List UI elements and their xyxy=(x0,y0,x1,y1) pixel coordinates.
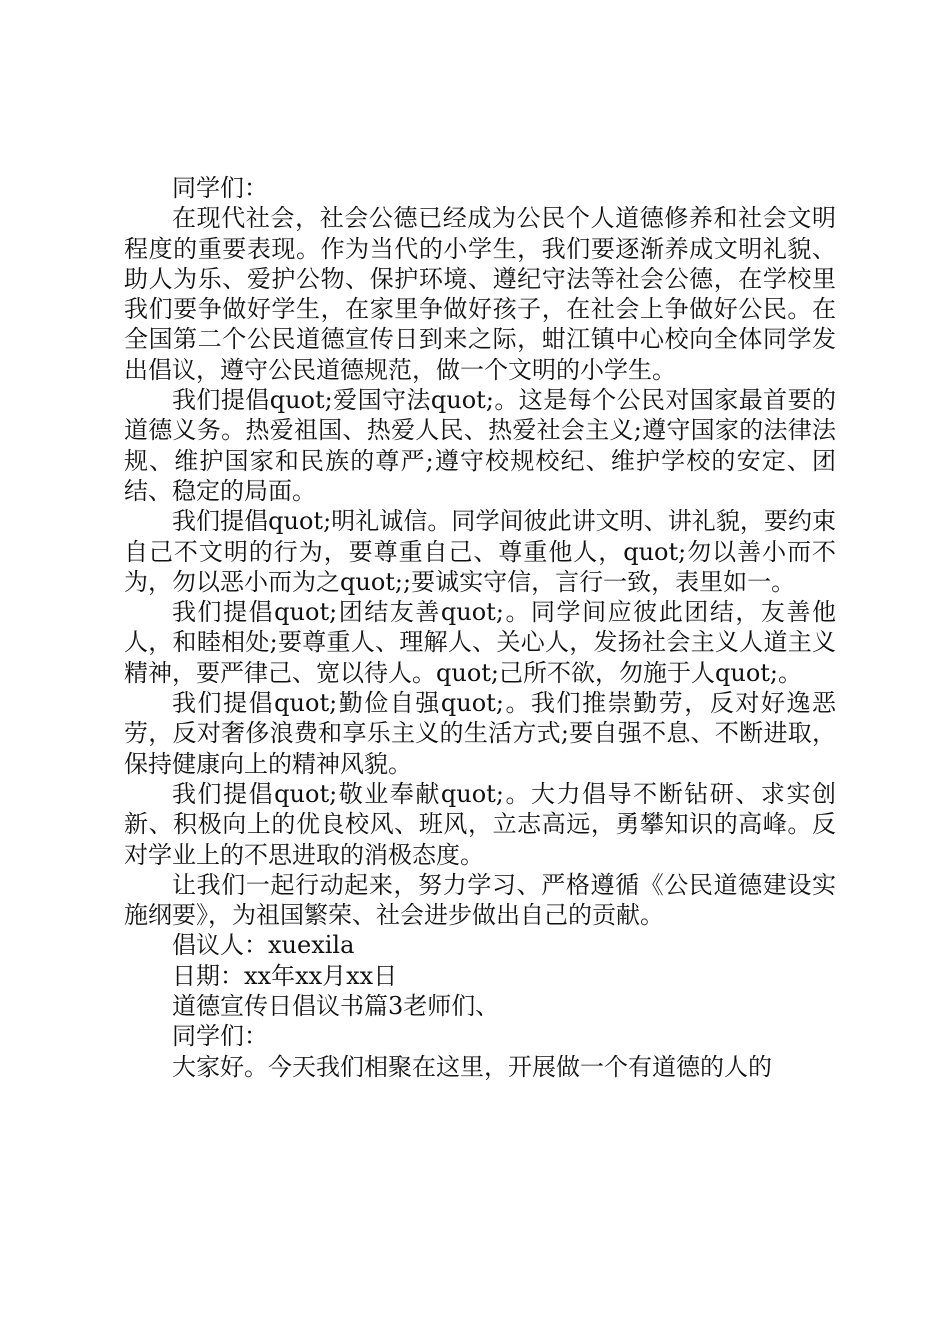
greeting: 同学们： xyxy=(172,174,268,202)
paragraph-patriotism: 我们提倡quot;爱国守法quot;。这是每个公民对国家最首要的道德义务。热爱祖国、热爱人民、热爱社会主义;遵守国家的法律法规、维护国家和民族的尊严;遵守校规校纪、维护学校的安定、团结、稳定的局面。 xyxy=(124,386,836,505)
proposer-line: 倡议人：xuexila xyxy=(172,931,355,960)
section-heading: 道德宣传日倡议书篇3老师们、 xyxy=(172,992,500,1021)
paragraph-call-to-action: 让我们一起行动起来，努力学习、严格遵循《公民道德建设实施纲要》，为祖国繁荣、社会进步做出自己的贡献。 xyxy=(124,870,836,930)
paragraph-intro: 在现代社会，社会公德已经成为公民个人道德修养和社会文明程度的重要表现。作为当代的小学生，我们要逐渐养成文明礼貌、助人为乐、爱护公物、保护环境、遵纪守法等社会公德，在学校里我们要争做好学生，在家里争做好孩子，在社会上争做好公民。在全国第二个公民道德宣传日到来之际，蚶江镇中心校向全体同学发出倡议，遵守公民道德规范，做一个文明的小学生。 xyxy=(124,204,836,384)
paragraph-dedication: 我们提倡quot;敬业奉献quot;。大力倡导不断钻研、求实创新、积极向上的优良校风、班风，立志高远，勇攀知识的高峰。反对学业上的不思进取的消极态度。 xyxy=(124,779,836,869)
paragraph-opening: 大家好。今天我们相聚在这里，开展做一个有道德的人的 xyxy=(172,1052,772,1081)
paragraph-unity: 我们提倡quot;团结友善quot;。同学间应彼此团结，友善他人，和睦相处;要尊重人、理解人、关心人，发扬社会主义人道主义精神，要严律己、宽以待人。quot;己所不欲，勿施于人quot;。 xyxy=(124,598,836,687)
date-line: 日期：xx年xx月xx日 xyxy=(172,961,398,990)
paragraph-diligence: 我们提倡quot;勤俭自强quot;。我们推崇勤劳，反对好逸恶劳，反对奢侈浪费和享乐主义的生活方式;要自强不息、不断进取，保持健康向上的精神风貌。 xyxy=(124,689,836,778)
document-page xyxy=(124,173,836,1082)
greeting-2: 同学们： xyxy=(172,1022,268,1051)
paragraph-courtesy: 我们提倡quot;明礼诚信。同学间彼此讲文明、讲礼貌，要约束自己不文明的行为，要尊重自己、尊重他人，quot;勿以善小而不为，勿以恶小而为之quot;;要诚实守信，言行一致，表里如一。 xyxy=(124,507,836,596)
